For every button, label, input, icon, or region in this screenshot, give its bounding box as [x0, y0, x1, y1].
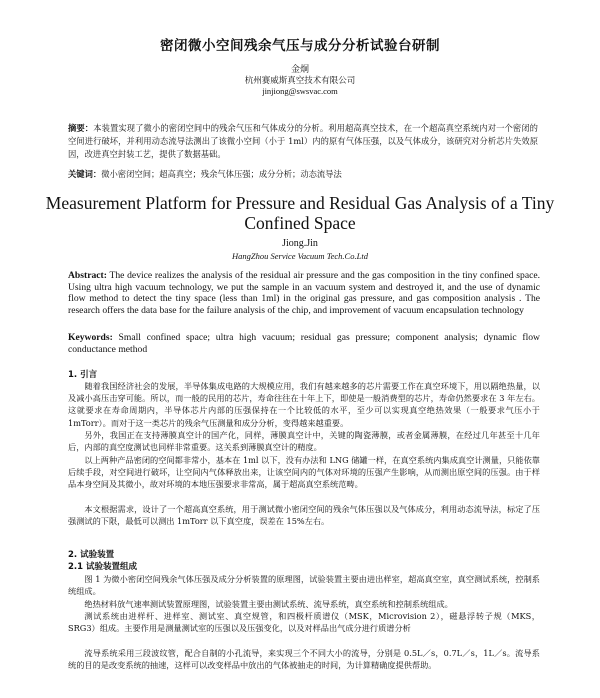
keywords-en-text: Small confined space; ultra high vacuum; residual gas pressure; component analysis; dynamic flow conductance method: [68, 332, 540, 355]
author-email: jinjiong@swsvac.com: [262, 86, 338, 96]
abstract-en-label: Abstract:: [68, 270, 107, 281]
section-1-paragraph-2: 另外，我国正在支持薄膜真空计的国产化，同样，薄膜真空计中，关键的陶瓷薄膜，或者金属薄膜，在经过几年甚至十几年后，内部的真空度测试也同样非常重要。这关系到薄膜真空计的精度。: [68, 430, 540, 453]
section-1-paragraph-1: 随着我国经济社会的发展，半导体集成电路的大规模应用，我们有越来越多的芯片需要工作在真空环境下，用以隔绝热量，以及减小高压击穿可能。所以，而一般的民用的芯片，寿命往往在十年上下，即使是一般消费型的芯片，寿命仍然要求在 3 年左右。这就要求在寿命周期内，半导体芯片内部的压强保持在一个比较低的水平，至少可以实现真空绝热效果（一般要求气压小于 1mTorr）。而对于这一类芯片的残余气压测量和成分分析，变得越来越重要。: [68, 381, 540, 428]
section-2-heading: 2. 试验装置: [68, 550, 115, 560]
keywords-cn-text: 微小密闭空间；超高真空；残余气体压强；成分分析；动态流导法: [101, 169, 342, 179]
abstract-en: [68, 270, 540, 316]
section-2-paragraph-2: 绝热材料放气速率测试装置原理图，试验装置主要由测试系统、流导系统，真空系统和控制系统组成。: [84, 599, 453, 609]
abstract-en-text: The device realizes the analysis of the residual air pressure and the gas composition in the tiny confined space. Using ultra high vacuum technology, we put the sample in an vacuum system and destroyed it, and the use of dynamic flow method to detect the tiny space (less than 1ml) in the original gas pressure, and gas composition analysis . The research offers the data base for the failure analysis of the chip, and improvement of vacuum encapsulation technology: [68, 270, 540, 316]
section-1-paragraph-3: 以上两种产品密闭的空间都非常小，基本在 1ml 以下，没有办法和 LNG 储罐一样，在真空系统内集成真空计测量，只能依靠后续手段，对空间进行破坏，让空间内气体释放出来，让该空间内的气体对环境的压强产生影响，从而测出原空间的压强。由于样品本身空间及其微小，故对环境的本地压强要求非常高，属于超高真空系统范畴。: [68, 455, 540, 490]
section-2-paragraph-4: 流导系统采用三段波纹管，配合自制的小孔流导，来实现三个不同大小的流导，分别是 0.5L／s，0.7L／s，1L／s。流导系统的目的是改变系统的抽速，这样可以改变样品中放出的气体被抽走的时间，为计算精确度提供帮助。: [68, 648, 540, 671]
affiliation-en: HangZhou Service Vacuum Tech.Co.Ltd: [232, 251, 368, 261]
abstract-cn: [68, 122, 538, 161]
section-1-heading: 1. 引言: [68, 370, 98, 380]
keywords-en-label: Keywords:: [68, 332, 113, 343]
section-2-paragraph-1: 图 1 为微小密闭空间残余气体压强及成分分析装置的原理图，试验装置主要由进出样室，超高真空室，真空测试系统，控制系统组成。: [68, 574, 540, 597]
affiliation-cn: 杭州赛威斯真空技术有限公司: [244, 76, 356, 86]
section-2-1-heading: 2.1 试验装置组成: [68, 562, 138, 572]
author-name-en: Jiong.Jin: [282, 238, 318, 249]
keywords-cn-label: 关键词：: [68, 169, 102, 179]
abstract-cn-label: 摘要：: [68, 123, 94, 133]
keywords-en: [68, 332, 540, 355]
section-2-paragraph-3: 测试系统由进样杆、进样室、测试室、真空规管，和四极杆质谱仪（MSK，Microvision 2），磁悬浮转子规（MKS，SRG3）组成。主要作用是测量测试室的压强以及压强变化，以及对样品出气成分进行质谱分析: [68, 611, 540, 634]
abstract-cn-text: 本装置实现了微小的密闭空间中的残余气压和气体成分的分析。利用超高真空技术，在一个超高真空系统内对一个密闭的空间进行破坏，并利用动态流导法测出了该微小空间（小于 1ml）内的原有气体压强，以及气体成分，该研究对分析芯片失效原因，改进真空封装工艺，提供了数据基础。: [68, 123, 538, 159]
paper-title-cn: 密闭微小空间残余气压与成分分析试验台研制: [160, 38, 440, 54]
keywords-cn: [68, 168, 538, 181]
section-1-paragraph-4: 本文根据需求，设计了一个超高真空系统，用于测试微小密闭空间的残余气体压强以及气体成分，利用动态流导法，标定了压强测试的下限，最低可以测出 1mTorr 以下真空度，误差在 15%左右。: [68, 504, 540, 527]
author-name-cn: 金炯: [290, 65, 309, 75]
paper-title-en: Measurement Platform for Pressure and Residual Gas Analysis of a Tiny Confined Space: [45, 193, 555, 233]
